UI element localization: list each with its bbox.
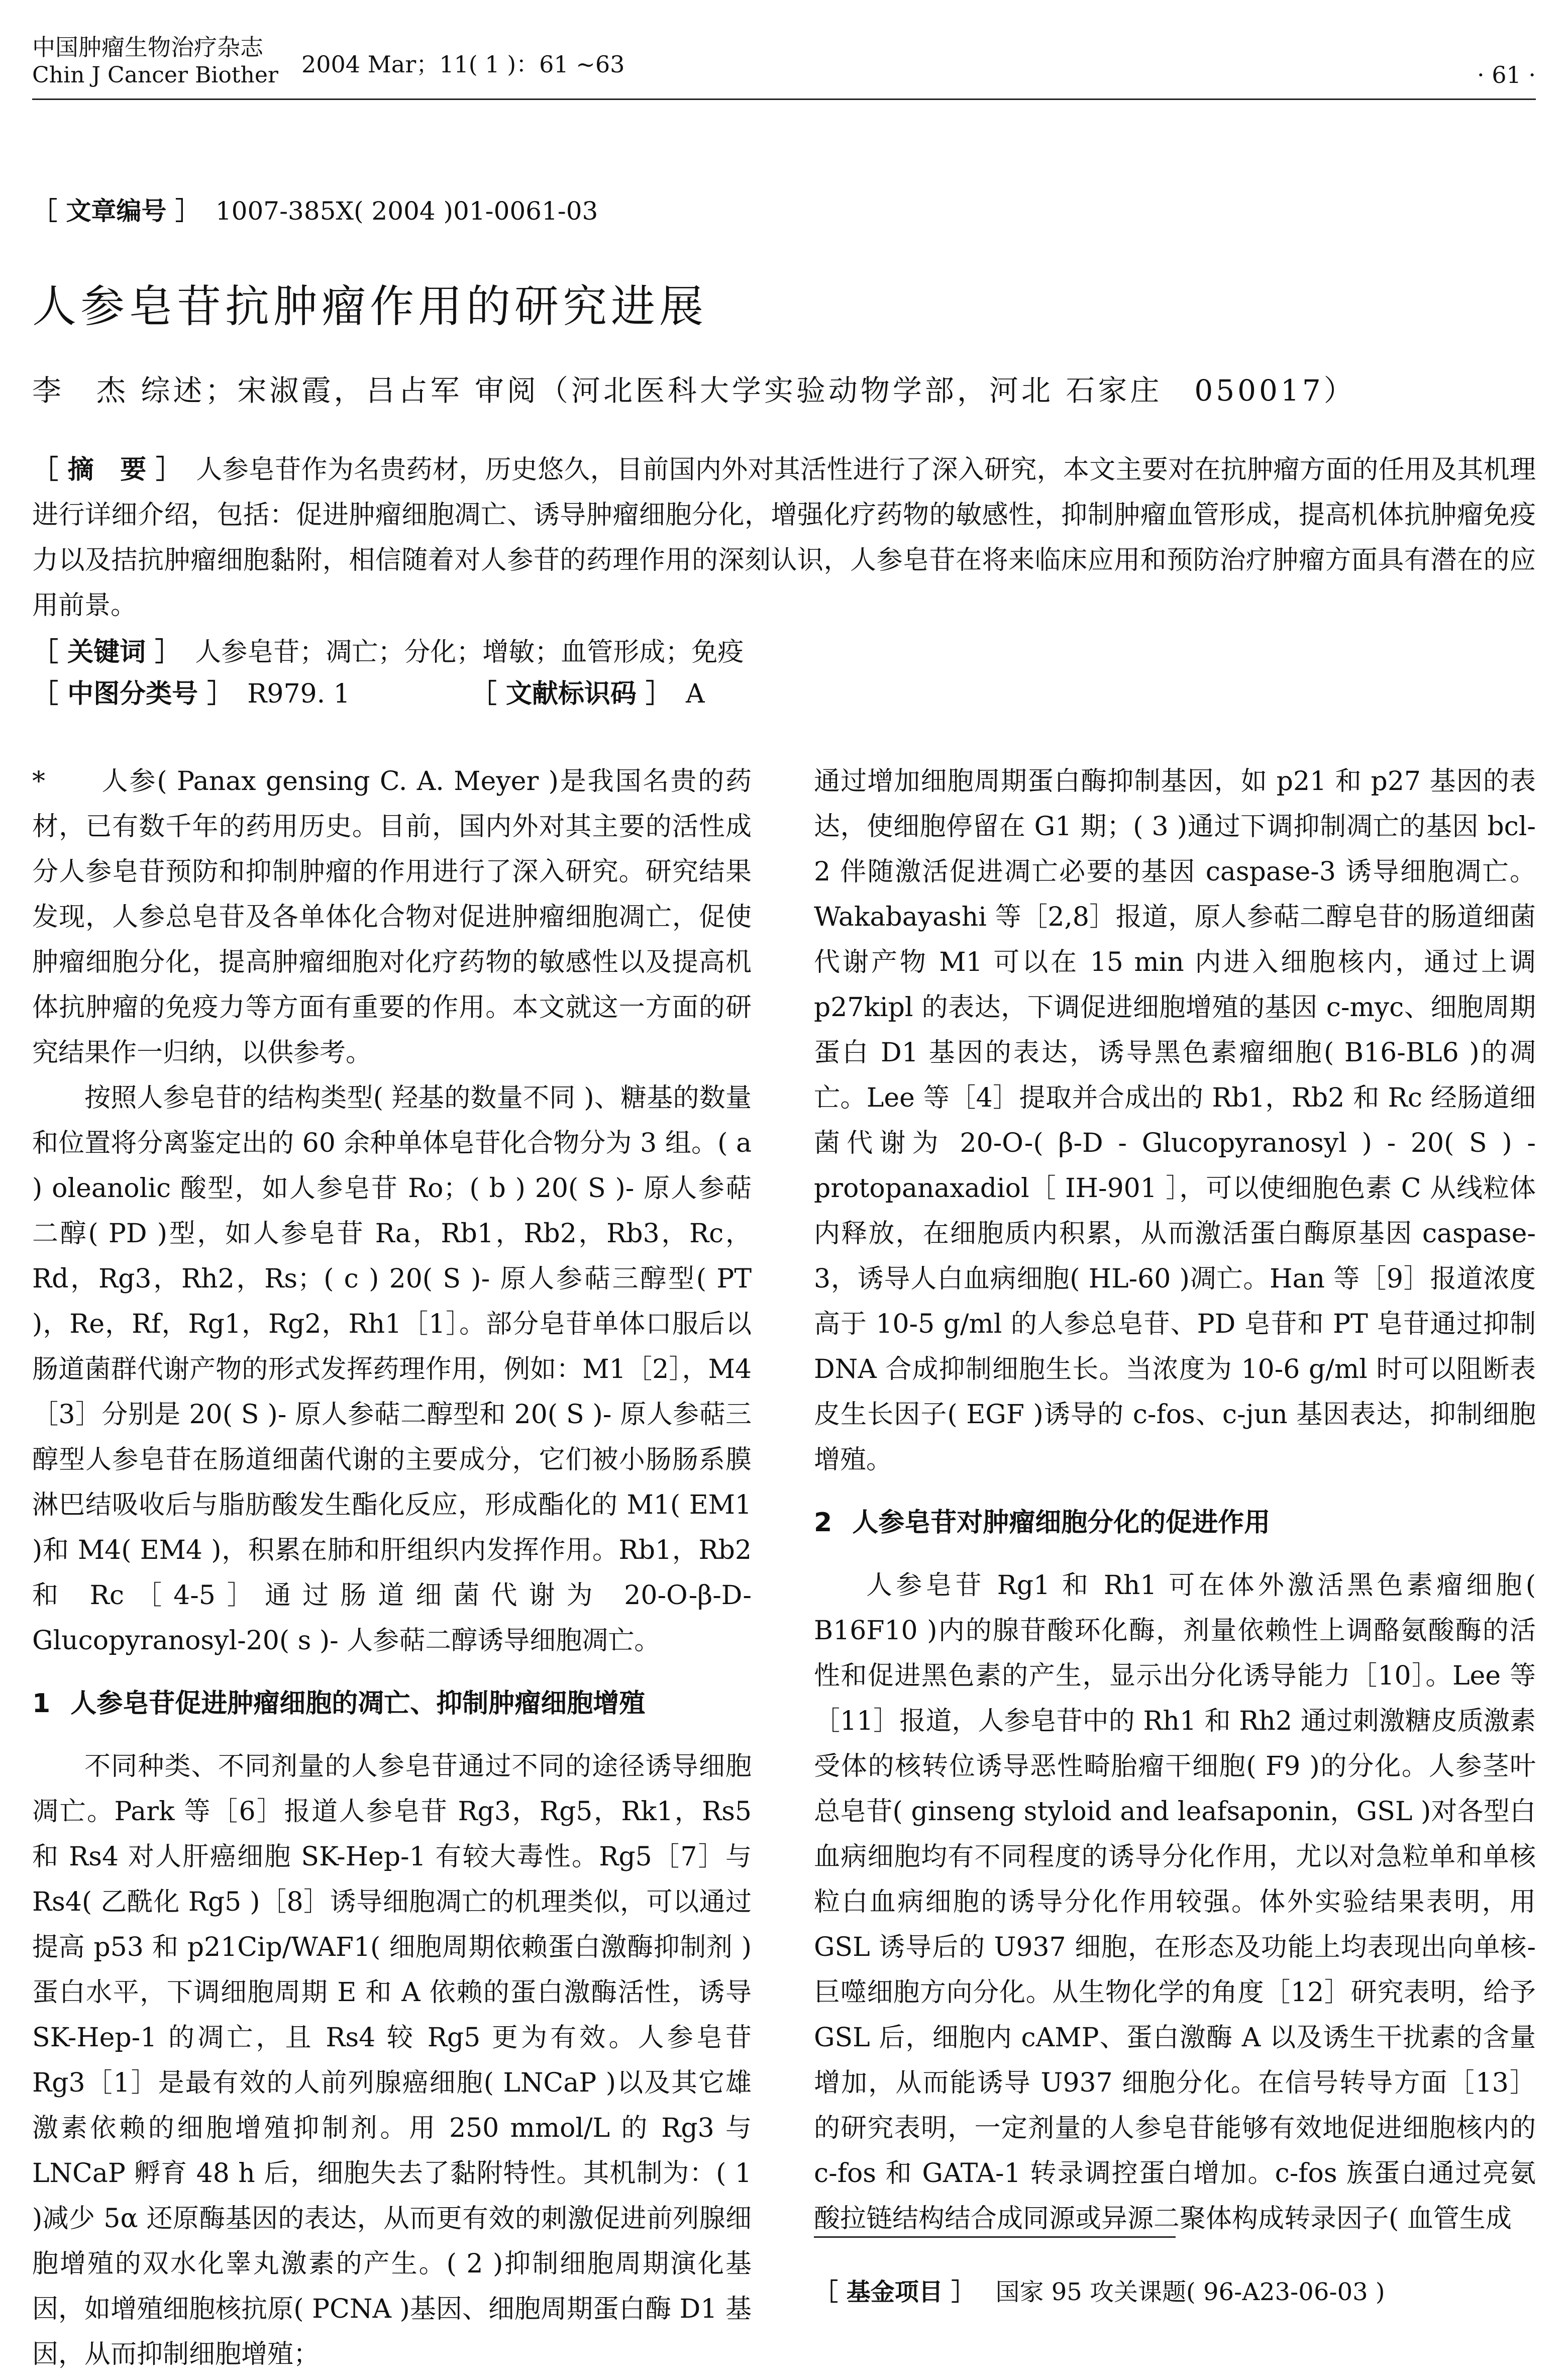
keywords-text: 人参皂苷；凋亡；分化；增敏；血管形成；免疫 <box>195 637 744 667</box>
article-title: 人参皂苷抗肿瘤作用的研究进展 <box>32 280 708 332</box>
abstract <box>32 447 1536 628</box>
continued-paragraph: 通过增加细胞周期蛋白酶抑制基因，如 p21 和 p27 基因的表达，使细胞停留在 G1 期；( 3 )通过下调抑制凋亡的基因 bcl-2 伴随激活促进凋亡必要的基因 caspase-3 诱导细胞凋亡。Wakabayashi 等［2,8］报道，原人参萜二醇皂苷的肠道细菌代谢产物 M1 可以在 15 min 内进入细胞核内，通过上调 p27kipl 的表达，下调促进细胞增殖的基因 c-myc、细胞周期蛋白 D1 基因的表达，诱导黑色素瘤细胞( B16-BL6 )的凋亡。Lee 等［4］提取并合成出的 Rb1，Rb2 和 Rc 经肠道细菌代谢为 20-O-( β-D - Glucopyranosyl ) - 20( S ) - protopanaxadiol［ IH-901 ］，可以使细胞色素 C 从线粒体内释放，在细胞质内积累，从而激活蛋白酶原基因 caspase-3，诱导人白血病细胞( HL-60 )凋亡。Han 等［9］报道浓度高于 10-5 g/ml 的人参总皂苷、PD 皂苷和 PT 皂苷通过抑制 DNA 合成抑制细胞生长。当浓度为 10-6 g/ml 时可以阻断表皮生长因子( EGF )诱导的 c-fos、c-jun 基因表达，抑制细胞增殖。 <box>814 766 1536 1475</box>
article-number-value: 1007-385X( 2004 )01-0061-03 <box>215 196 598 226</box>
section-1-number: 1 <box>32 1689 51 1719</box>
classification-line <box>32 672 705 710</box>
clc-label: ［ 中图分类号 ］ <box>32 679 234 709</box>
authors-line: 李 杰 综述；宋淑霞，吕占军 审阅（河北医科大学实验动物学部，河北 石家庄 050017） <box>32 373 1356 408</box>
header-divider <box>32 98 1536 100</box>
funding-label: ［ 基金项目 ］ <box>814 2278 976 2306</box>
keywords <box>32 631 744 668</box>
clc-value: R979. 1 <box>247 679 350 709</box>
page-number: · 61 · <box>1477 61 1536 88</box>
journal-name-cn: 中国肿瘤生物治疗杂志 <box>32 34 263 61</box>
section-1-paragraph: 不同种类、不同剂量的人参皂苷通过不同的途径诱导细胞凋亡。Park 等［6］报道人参皂苷 Rg3，Rg5，Rk1，Rs5 和 Rs4 对人肝癌细胞 SK-Hep-1 有较大毒性。Rg5［7］与 Rs4( 乙酰化 Rg5 )［8］诱导细胞凋亡的机理类似，可以通过提高 p53 和 p21Cip/WAF1( 细胞周期依赖蛋白激酶抑制剂 )蛋白水平，下调细胞周期 E 和 A 依赖的蛋白激酶活性，诱导 SK-Hep-1 的凋亡，且 Rs4 较 Rg5 更为有效。人参皂苷 Rg3［1］是最有效的人前列腺癌细胞( LNCaP )以及其它雄激素依赖的细胞增殖抑制剂。用 250 mmol/L 的 Rg3 与 LNCaP 孵育 48 h 后，细胞失去了黏附特性。其机制为：( 1 )减少 5α 还原酶基因的表达，从而更有效的刺激促进前列腺细胞增殖的双水化睾丸激素的产生。( 2 )抑制细胞周期演化基因，如增殖细胞核抗原( PCNA )基因、细胞周期蛋白酶 D1 基因，从而抑制细胞增殖； <box>32 1751 752 2369</box>
keywords-label: ［ 关键词 ］ <box>32 637 181 667</box>
doc-code-value: A <box>685 679 705 709</box>
right-column <box>814 759 1536 2241</box>
abstract-label: ［ 摘 要 ］ <box>32 455 182 485</box>
intro-paragraph: * 人参( Panax gensing C. A. Meyer )是我国名贵的药材，已有数千年的药用历史。目前，国内外对其主要的活性成分人参皂苷预防和抑制肿瘤的作用进行了深入研究。研究结果发现，人参总皂苷及各单体化合物对促进肿瘤细胞凋亡，促使肿瘤细胞分化，提高肿瘤细胞对化疗药物的敏感性以及提高机体抗肿瘤的免疫力等方面有重要的作用。本文就这一方面的研究结果作一归纳，以供参考。 <box>32 766 752 1068</box>
section-2-paragraph: 人参皂苷 Rg1 和 Rh1 可在体外激活黑色素瘤细胞( B16F10 )内的腺苷酸环化酶，剂量依赖性上调酪氨酸酶的活性和促进黑色素的产生，显示出分化诱导能力［10］。Lee 等［11］报道，人参皂苷中的 Rh1 和 Rh2 通过刺激糖皮质激素受体的核转位诱导恶性畸胎瘤干细胞( F9 )的分化。人参茎叶总皂苷( ginseng styloid and leafsaponin，GSL )对各型白血病细胞均有不同程度的诱导分化作用，尤以对急粒单和单核粒白血病细胞的诱导分化作用较强。体外实验结果表明，用 GSL 诱导后的 U937 细胞，在形态及功能上均表现出向单核-巨噬细胞方向分化。从生物化学的角度［12］研究表明，给予 GSL 后，细胞内 cAMP、蛋白激酶 A 以及诱生干扰素的含量增加，从而能诱导 U937 细胞分化。在信号转导方面［13］的研究表明，一定剂量的人参皂苷能够有效地促进细胞核内的 c-fos 和 GATA-1 转录调控蛋白增加。c-fos 族蛋白通过亮氨酸拉链结构结合成同源或异源二聚体构成转录因子( 血管生成 <box>814 1570 1536 2234</box>
footnote-divider <box>814 2236 1176 2238</box>
abstract-text: 人参皂苷作为名贵药材，历史悠久，目前国内外对其活性进行了深入研究，本文主要对在抗肿瘤方面的任用及其机理进行详细介绍，包括：促进肿瘤细胞凋亡、诱导肿瘤细胞分化，增强化疗药物的敏感性，抑制肿瘤血管形成，提高机体抗肿瘤免疫力以及拮抗肿瘤细胞黏附，相信随着对人参苷的药理作用的深刻认识，人参皂苷在将来临床应用和预防治疗肿瘤方面具有潜在的应用前景。 <box>32 455 1536 621</box>
section-1-heading <box>32 1683 752 1724</box>
section-1-title: 人参皂苷促进肿瘤细胞的凋亡、抑制肿瘤细胞增殖 <box>70 1689 646 1719</box>
left-column <box>32 759 752 2377</box>
funding-text: 国家 95 攻关课题( 96-A23-06-03 ) <box>995 2278 1385 2306</box>
journal-name-en: Chin J Cancer Biother <box>32 62 278 88</box>
section-2-title: 人参皂苷对肿瘤细胞分化的促进作用 <box>852 1508 1271 1538</box>
section-2-heading <box>814 1503 1536 1543</box>
classification-paragraph: 按照人参皂苷的结构类型( 羟基的数量不同 )、糖基的数量和位置将分离鉴定出的 60 余种单体皂苷化合物分为 3 组。( a ) oleanolic 酸型，如人参皂苷 Ro；( b ) 20( S )- 原人参萜二醇( PD )型，如人参皂苷 Ra，Rb1，Rb2，Rb3，Rc，Rd，Rg3，Rh2，Rs；( c ) 20( S )- 原人参萜三醇型( PT )，Re，Rf，Rg1，Rg2，Rh1［1］。部分皂苷单体口服后以肠道菌群代谢产物的形式发挥药理作用，例如：M1［2］，M4［3］分别是 20( S )- 原人参萜二醇型和 20( S )- 原人参萜三醇型人参皂苷在肠道细菌代谢的主要成分，它们被小肠肠系膜淋巴结吸收后与脂肪酸发生酯化反应，形成酯化的 M1( EM1 )和 M4( EM4 )，积累在肺和肝组织内发挥作用。Rb1，Rb2 和 Rc［4-5］通过肠道细菌代谢为 20-O-β-D-Glucopyranosyl-20( s )- 人参萜二醇诱导细胞凋亡。 <box>32 1083 752 1656</box>
article-number <box>32 191 598 227</box>
funding-footnote <box>814 2272 1385 2307</box>
section-2-number: 2 <box>814 1508 832 1538</box>
doc-code-label: ［ 文献标识码 ］ <box>470 679 672 709</box>
article-number-label: ［ 文章编号 ］ <box>32 196 200 226</box>
journal-issue: 2004 Mar；11( 1 )：61 ~63 <box>301 51 625 78</box>
